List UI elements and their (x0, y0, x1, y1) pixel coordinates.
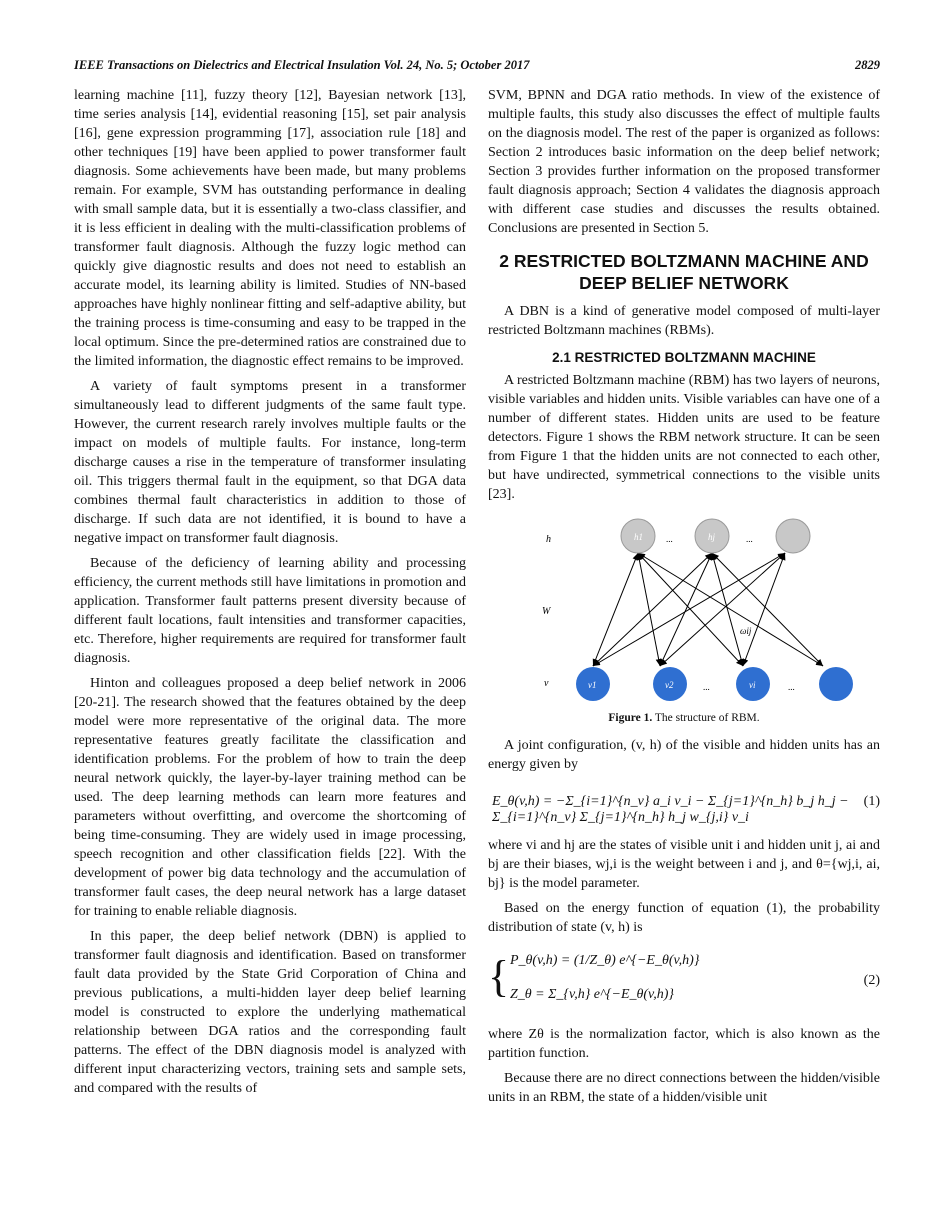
paragraph: Because there are no direct connections between the hidden/visible units in an RBM, the state of a hidden/visible unit (488, 1071, 880, 1105)
left-column (74, 86, 466, 1098)
ellipsis: ... (666, 534, 673, 544)
paragraph: A variety of fault symptoms present in a transformer simultaneously lead to different judgments of the same fault type. However, the current research rarely involves multiple faults or the impact on models of multiple faults. For instance, long-term discharge causes a rise in the temperature of transformer insulating oil. This triggers thermal fault in the equipment, so that DGA data combines thermal fault characteristics in addition to those of discharge. If such data are not identified, it is bound to have a negative impact on transformer fault diagnosis. (74, 379, 466, 546)
caption-text: The structure of RBM. (652, 712, 760, 724)
paragraph: A restricted Boltzmann machine (RBM) has two layers of neurons, visible variables and hidden units. Visible variables can have one of a number of different states. Hidden units are used to be feature detectors. Figure 1 shows the RBM network structure. It can be seen from Figure 1 that the hidden units are not connected to each other, but have undirected, symmetrical connections to the visible units [23]. (488, 373, 880, 502)
edge (638, 553, 660, 666)
ellipsis: ... (788, 682, 795, 692)
equation-2 (488, 943, 880, 1019)
paragraph: In this paper, the deep belief network (DBN) is applied to transformer fault diagnosis and identification. Based on transformer fault data provided by the State Grid Corporation of China and previous publications, a multi-hidden layer deep belief learning model is constructed to explore the underlying mathematical relationship between DGA ratios and the corresponding fault patterns. The effect of the DBN diagnosis model is analyzed with different input characterizing vectors, training sets and sample sets, and compared with the results of (74, 929, 466, 1096)
edge (712, 553, 823, 666)
edge (593, 553, 785, 666)
running-header (74, 58, 880, 78)
visible-node (819, 667, 853, 701)
paragraph: A DBN is a kind of generative model composed of multi-layer restricted Boltzmann machines (RBMs). (488, 304, 880, 338)
figure-caption (488, 712, 880, 724)
rbm-diagram (488, 516, 880, 716)
layer-label-v: v (544, 678, 549, 689)
edge (593, 553, 638, 666)
equation-1 (488, 780, 880, 830)
equation-2-line-1: P_θ(v,h) = (1/Z_θ) e^{−E_θ(v,h)} (510, 953, 700, 968)
edge (660, 553, 785, 666)
ellipsis: ... (746, 534, 753, 544)
hidden-node-label: hj (708, 532, 716, 542)
visible-node-label: v2 (665, 680, 674, 690)
edge (743, 553, 785, 666)
brace: { (488, 952, 510, 1001)
paragraph: A joint configuration, (v, h) of the visible and hidden units has an energy given by (488, 738, 880, 772)
layer-label-w: W (542, 606, 551, 617)
edges (593, 553, 823, 666)
equation-1-text: E_θ(v,h) = −Σ_{i=1}^{n_v} a_i v_i − Σ_{j=1}^{n_h} b_j h_j − Σ_{i=1}^{n_v} Σ_{j=1}^{n_h} h_j w_{j,i} v_i (492, 794, 849, 825)
hidden-layer (621, 519, 810, 553)
visible-node-label: v1 (588, 680, 597, 690)
edge (660, 553, 712, 666)
subsection-title: 2.1 RESTRICTED BOLTZMANN MACHINE (552, 350, 816, 365)
visible-layer (576, 667, 853, 701)
equation-2-line-2: Z_θ = Σ_{v,h} e^{−E_θ(v,h)} (510, 987, 674, 1002)
equation-2-number: (2) (863, 973, 880, 988)
page-number: 2829 (855, 58, 880, 72)
equation-1-body (492, 794, 880, 826)
ellipsis: ... (703, 682, 710, 692)
paragraph: Because of the deficiency of learning ability and processing efficiency, the current methods still have limitations in promotion and application. Transformer fault patterns present diversity because of different fault locations, fault intensities and transformer capacities, etc. Therefore, higher requirements are required for transformer fault diagnosis. (74, 556, 466, 666)
journal-title: IEEE Transactions on Dielectrics and Electrical Insulation Vol. 24, No. 5; October 2017 (74, 58, 530, 72)
paragraph: Based on the energy function of equation (1), the probability distribution of state (v, h) is (488, 901, 880, 935)
weight-label: ωij (740, 626, 752, 636)
paragraph: where Zθ is the normalization factor, which is also known as the partition function. (488, 1027, 880, 1061)
equation-1-number: (1) (863, 794, 880, 809)
figure-rbm (488, 516, 880, 736)
hidden-node (776, 519, 810, 553)
right-column (488, 86, 880, 1107)
paragraph: where vi and hj are the states of visible unit i and hidden unit j, ai and bj are their biases, wj,i is the weight between i and j, and θ={wj,i, ai, bj} is the model parameter. (488, 838, 880, 891)
layer-label-h: h (546, 534, 551, 545)
caption-label: Figure 1. (608, 712, 653, 724)
paragraph: SVM, BPNN and DGA ratio methods. In view of the existence of multiple faults, this study also discusses the effect of multiple faults on the diagnosis model. The rest of the paper is organized as follows: Section 2 introduces basic information on the deep belief network; Section 3 provides further information on the proposed transformer fault diagnosis approach; Section 4 validates the diagnosis approach with different case studies and discusses the results obtained. Conclusions are presented in Section 5. (488, 88, 880, 236)
edge (638, 553, 823, 666)
visible-node-label: vi (749, 680, 756, 690)
edge (593, 553, 712, 666)
section-title: 2 RESTRICTED BOLTZMANN MACHINE AND DEEP BELIEF NETWORK (499, 251, 869, 293)
paragraph: Hinton and colleagues proposed a deep belief network in 2006 [20-21]. The research showed that the features obtained by the deep model were more representative of the original data. The more representative features greatly facilitate the classification and identification problems. For the problem of how to train the deep neural network quickly, the layer-by-layer training method can be used. The deep learning methods can learn more features and parameters without overfitting, and overcome the shortcoming of being time-consuming. They are widely used in image processing, speech recognition and other classification fields [22]. With the development of power big data technology and the accumulation of transformer fault cases, the deep neural network has a large dataset for training to enable reliable diagnosis. (74, 676, 466, 919)
paragraph: learning machine [11], fuzzy theory [12], Bayesian network [13], time series analysis [14], evidential reasoning [15], set pair analysis [16], gene expression programming [17], association rule [18] and other techniques [19] have been applied to power transformer fault diagnosis. Some achievements have been made, but many problems remain. For example, SVM has outstanding performance in dealing with small sample data, but it is essentially a two-class classifier, and it is less efficient in dealing with the multi-classification problems of transformer fault diagnosis. Although the fuzzy logic method can quickly give diagnostic results and does not need to establish an accurate model, its learning ability is limited. Studies of NN-based approaches have highly nonlinear fitting and self-adaptive ability, but the training process is time-consuming and easy to be trapped in the local optimum. Since the pre-determined ratios are constrained due to the limited information, the diagnostic effect remains to be improved. (74, 88, 466, 369)
hidden-node-label: h1 (634, 532, 643, 542)
